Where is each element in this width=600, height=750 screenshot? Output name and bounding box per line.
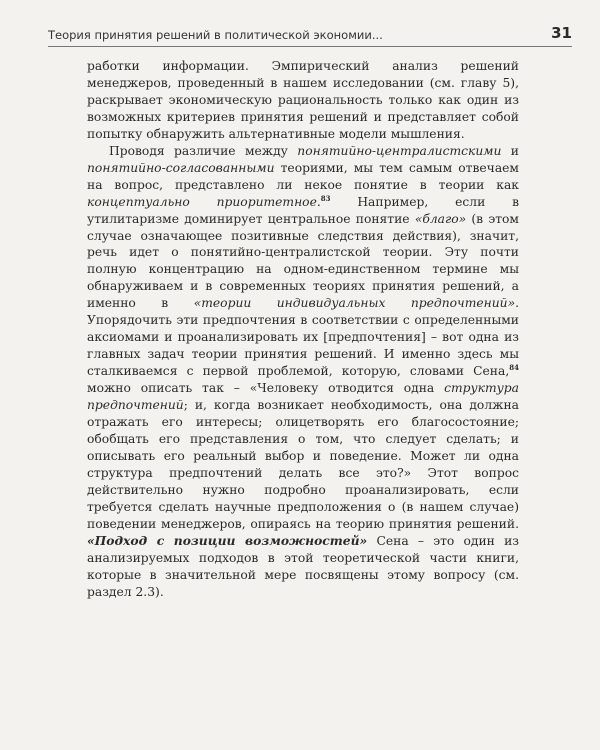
page-number: 31	[551, 24, 572, 42]
footnote-ref: 84	[509, 363, 519, 373]
paragraph-1	[87, 58, 519, 143]
running-title: Теория принятия решений в политической экономии...	[48, 28, 383, 42]
emphasis-term: концептуально приоритетное.	[87, 194, 321, 209]
text-run: и	[501, 143, 519, 158]
body-text	[87, 58, 519, 601]
paragraph-2	[87, 143, 519, 601]
emphasis-term: «теории индивидуальных предпочтений».	[193, 296, 520, 311]
emphasis-term: структура предпочтений	[87, 381, 519, 413]
emphasis-term: «благо»	[414, 211, 467, 226]
text-run: работки информации. Эмпирический анализ решений менеджеров, проведенный в нашем исследовании (см. главу 5), раскрывает экономическую рациональность только как один из возможных критериев принятия решений и представляет собой попытку обнаружить альтернативные модели мышления.	[87, 59, 519, 141]
emphasis-term: понятийно-централистскими	[297, 143, 502, 158]
text-run: Сена – это один из анализируемых подходов в этой теоретической части книги, которые в значительной мере посвящены этому вопросу (см. раздел 2.3).	[87, 533, 519, 599]
text-run: Например, если в утилитаризме доминирует центральное понятие	[87, 194, 519, 226]
emphasis-term: «Подход с позиции возможностей»	[87, 532, 368, 548]
text-run: Упорядочить эти предпочтения в соответствии с определенными аксиомами и проанализировать их [предпочтения] – вот одна из главных задач теории принятия решений. И именно здесь мы сталкиваемся с первой проблемой, которую, словами Сена,	[87, 313, 519, 379]
text-run: Проводя различие между	[109, 143, 298, 158]
emphasis-term: понятийно-согласованными	[87, 160, 275, 175]
text-run: теориями, мы тем самым отвечаем на вопрос, представлено ли некое понятие в теории как	[87, 160, 519, 192]
header-rule	[48, 46, 572, 47]
page-header	[48, 24, 572, 48]
text-run: можно описать так – «Человеку отводится одна	[87, 381, 445, 396]
footnote-ref: 83	[320, 193, 331, 203]
text-run: (в этом случае означающее позитивные следствия действия), значит, речь идет о понятийно-централистской теории. Эту почти полную концентрацию на одном-единственном термине мы обнаруживаем и в современных теориях принятия решений, а именно в	[87, 211, 519, 311]
text-run: ; и, когда возникает необходимость, она должна отражать его интересы; олицетворять его благосостояние; обобщать его представления о том, что следует сделать; и описывать его реальный выбор и поведение. Может ли одна структура предпочтений делать все это?» Этот вопрос действительно нужно подробно проанализировать, если требуется сделать научные предположения о (в нашем случае) поведении менеджеров, опираясь на теорию принятия решений.	[87, 398, 519, 531]
